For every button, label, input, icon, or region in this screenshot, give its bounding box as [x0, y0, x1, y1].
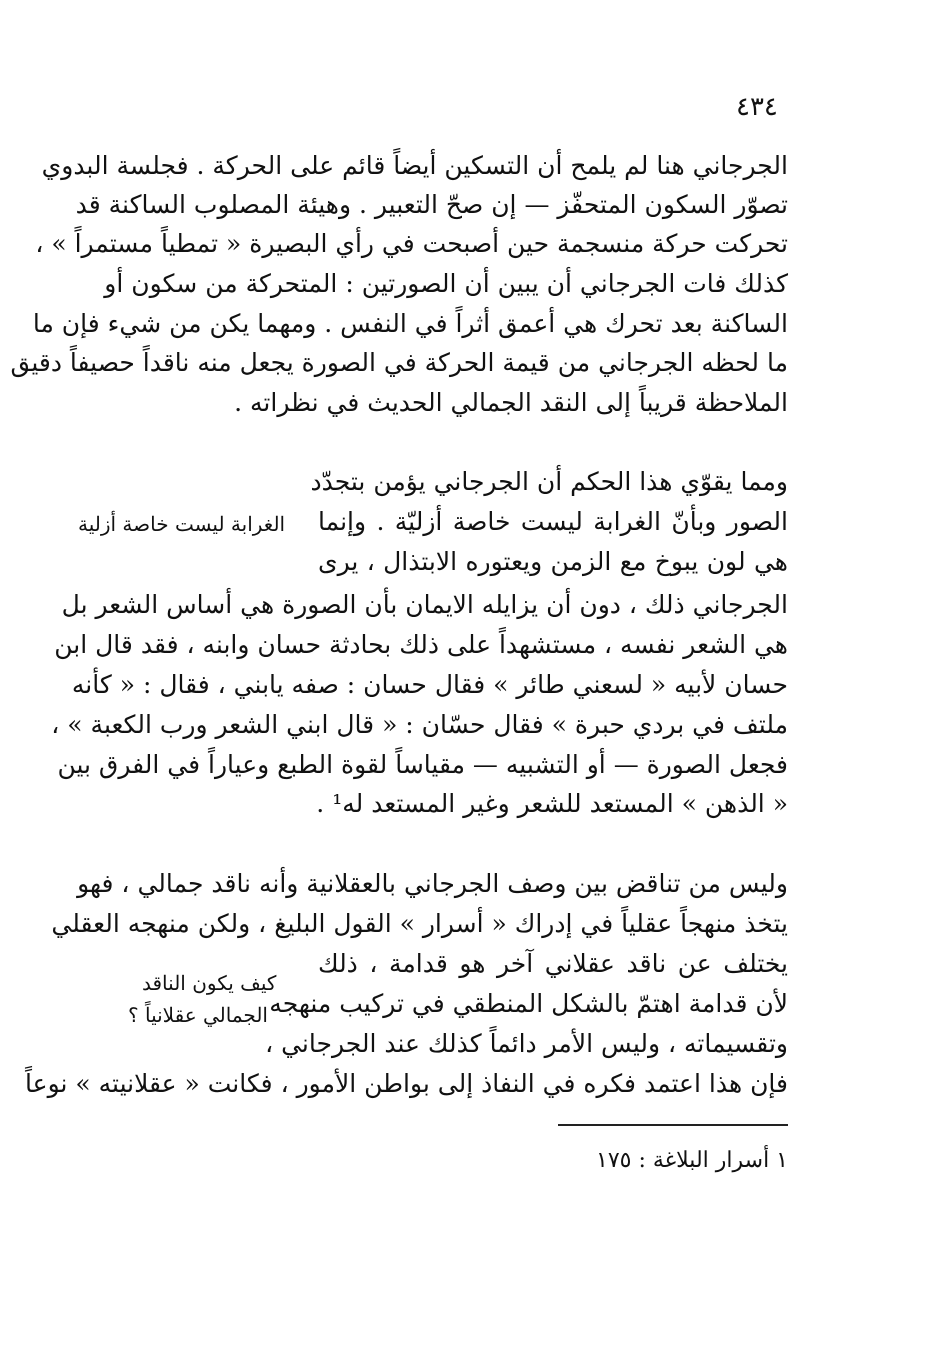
- text-line: وتقسيماته ، وليس الأمر دائماً كذلك عند الجرجاني ،: [265, 1029, 788, 1058]
- margin-note: كيف يكون الناقد: [142, 971, 277, 995]
- footnote-rule: [558, 1124, 788, 1126]
- text-line: وليس من تناقض بين وصف الجرجاني بالعقلانية وأنه ناقد جمالي ، فهو: [77, 869, 788, 898]
- page-number: ٤٣٤: [736, 92, 778, 122]
- text-line: الجرجاني ذلك ، دون أن يزايله الايمان بأن الصورة هي أساس الشعر بل: [61, 590, 788, 619]
- footnote: ١ أسرار البلاغة : ١٧٥: [596, 1148, 788, 1173]
- text-line: « الذهن » المستعد للشعر وغير المستعد له¹ .: [316, 789, 788, 818]
- text-line: الصور وبأنّ الغرابة ليست خاصة أزليّة . وإنما: [318, 507, 788, 536]
- text-line: فجعل الصورة — أو التشبيه — مقياساً لقوة الطبع وعياراً في الفرق بين: [57, 750, 788, 779]
- text-line: الجرجاني هنا لم يلمح أن التسكين أيضاً قائم على الحركة . فجلسة البدوي: [41, 151, 788, 180]
- text-line: الملاحظة قريباً إلى النقد الجمالي الحديث في نظراته .: [234, 388, 788, 417]
- text-line: فإن هذا اعتمد فكره في النفاذ إلى بواطن الأمور ، فكانت « عقلانيته » نوعاً: [25, 1069, 788, 1098]
- text-line: كذلك فات الجرجاني أن يبين أن الصورتين : المتحركة من سكون أو: [104, 269, 788, 298]
- text-line: الساكنة بعد تحرك هي أعمق أثراً في النفس . ومهما يكن من شيء فإن ما: [32, 309, 788, 338]
- text-line: هي لون يبوخ مع الزمن ويعتوره الابتذال ، يرى: [318, 547, 788, 576]
- text-line: تصوّر السكون المتحفّز — إن صحّ التعبير . وهيئة المصلوب الساكنة قد: [75, 190, 788, 219]
- text-line: حسان لأبيه « لسعني طائر » فقال حسان : صفه يابني ، فقال : « كأنه: [71, 670, 788, 699]
- text-line: يتخذ منهجاً عقلياً في إدراك « أسرار » القول البليغ ، ولكن منهجه العقلي: [51, 909, 788, 938]
- text-line: هي الشعر نفسه ، مستشهداً على ذلك بحادثة حسان وابنه ، فقد قال ابن: [54, 630, 788, 659]
- text-line: لأن قدامة اهتمّ بالشكل المنطقي في تركيب منهجه: [269, 989, 788, 1018]
- text-line: تحركت حركة منسجمة حين أصبحت في رأي البصيرة « تمطياً مستمراً » ،: [35, 229, 788, 258]
- margin-note: الجمالي عقلانياً ؟: [128, 1003, 268, 1027]
- text-line: ومما يقوّي هذا الحكم أن الجرجاني يؤمن بتجدّد: [310, 467, 788, 496]
- text-line: ما لحظه الجرجاني من قيمة الحركة في الصورة يجعل منه ناقداً حصيفاً دقيق: [10, 348, 788, 377]
- margin-note: الغرابة ليست خاصة أزلية: [78, 512, 286, 536]
- text-line: يختلف عن ناقد عقلاني آخر هو قدامة ، ذلك: [318, 949, 788, 978]
- text-line: ملتف في بردي حبرة » فقال حسّان : « قال ابني الشعر ورب الكعبة » ،: [51, 710, 788, 739]
